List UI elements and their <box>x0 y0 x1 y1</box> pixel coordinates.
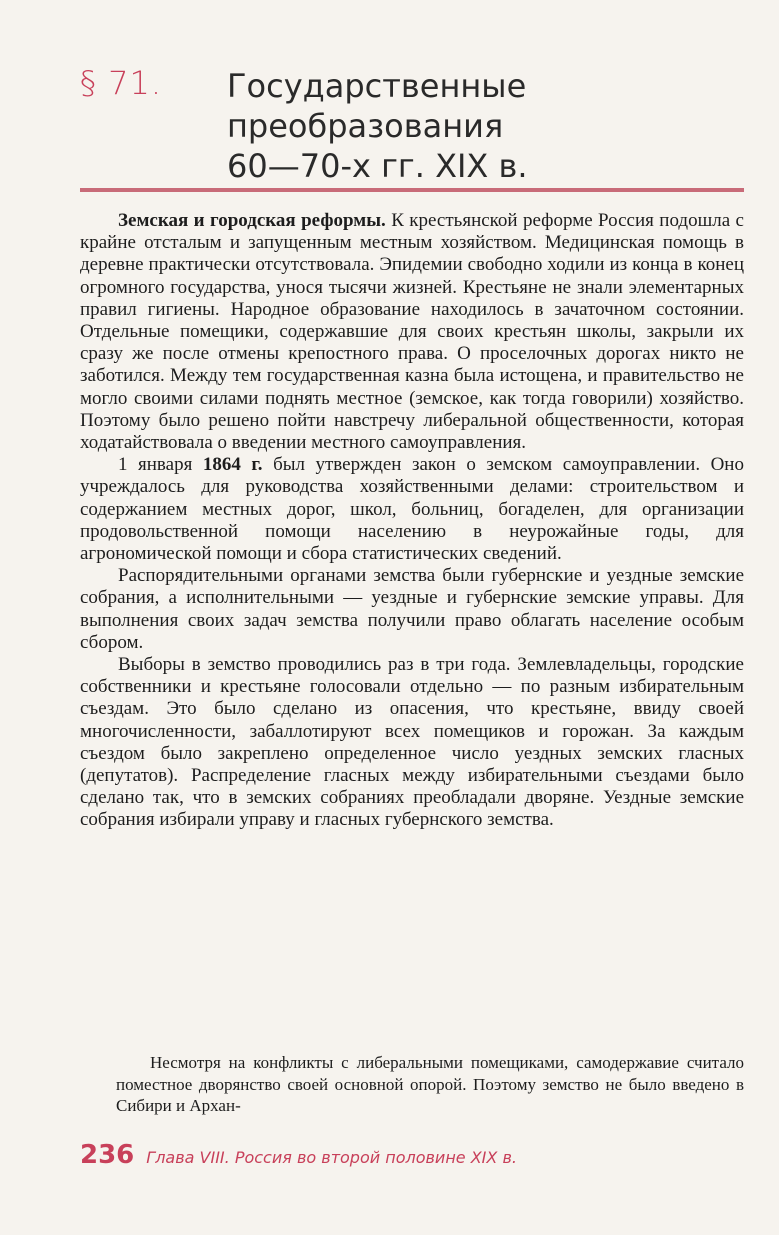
paragraph-1 <box>80 210 744 454</box>
page-number: 236 <box>80 1140 135 1170</box>
small-print-text <box>116 1052 744 1117</box>
section-number: § 71. <box>80 64 163 102</box>
page-footer <box>80 1140 744 1170</box>
title-line-1: Государственные <box>227 67 527 105</box>
main-text <box>80 210 744 832</box>
paragraph-2-date: 1 января <box>118 454 203 476</box>
paragraph-4: Выборы в земство проводились раз в три года. Землевладельцы, городские собственники и крестьяне голосовали отдельно — по разным избирательным съездам. Это было сделано из опасения, что крестьяне, ввиду своей многочисленности, забаллотируют всех помещиков и горожан. За каждым съездом было закреплено определенное число уездных земских гласных (депутатов). Распределение гласных между избирательными съездами было сделано так, что в земских собраниях преобладали дворяне. Уездные земские собрания избирали управу и гласных губернского земства. <box>80 654 744 831</box>
paragraph-2-year: 1864 г. <box>202 454 263 476</box>
paragraph-1-text: К крестьянской реформе Россия подошла с крайне отсталым и запущенным местным хозяйством. Медицинская помощь в деревне практически отсутствовала. Эпидемии свободно ходили из конца в конец огромного государства, унося тысячи жизней. Крестьяне не знали элементарных правил гигиены. Народное образование находилось в зачаточном состоянии. Отдельные помещики, содержавшие для своих крестьян школы, закрыли их сразу же после отмены крепостного права. О проселочных дорогах никто не заботился. Между тем государственная казна была истощена, и правительство не могло своими силами поднять местное (земское, как тогда говорили) хозяйство. Поэтому было решено пойти навстречу либеральной общественности, которая ходатайствовала о введении местного самоуправления. <box>80 210 744 454</box>
running-head: Глава VIII. Россия во второй половине XIX в. <box>146 1148 517 1167</box>
paragraph-2-text: был утвержден закон о земском самоуправлении. Оно учреждалось для руководства хозяйственными делами: строительством и содержанием местных дорог, школ, больниц, богаделен, для организации продовольственной помощи населению в неурожайные годы, для агрономической помощи и сбора статистических сведений. <box>80 454 744 565</box>
small-paragraph-1: Несмотря на конфликты с либеральными помещиками, самодержавие считало поместное дворянство своей основной опорой. Поэтому земство не было введено в Сибири и Архан- <box>116 1053 744 1115</box>
title-line-3: 60—70-х гг. XIX в. <box>227 147 528 185</box>
title-line-2: преобразования <box>227 107 504 145</box>
paragraph-3: Распорядительными органами земства были губернские и уездные земские собрания, а исполнительными — уездные и губернские земские управы. Для выполнения своих задач земства получили право облагать население особым сбором. <box>80 565 744 653</box>
page-title <box>227 66 747 186</box>
title-divider <box>80 188 744 192</box>
paragraph-2 <box>80 454 744 565</box>
paragraph-1-heading: Земская и городская реформы. <box>118 210 386 231</box>
